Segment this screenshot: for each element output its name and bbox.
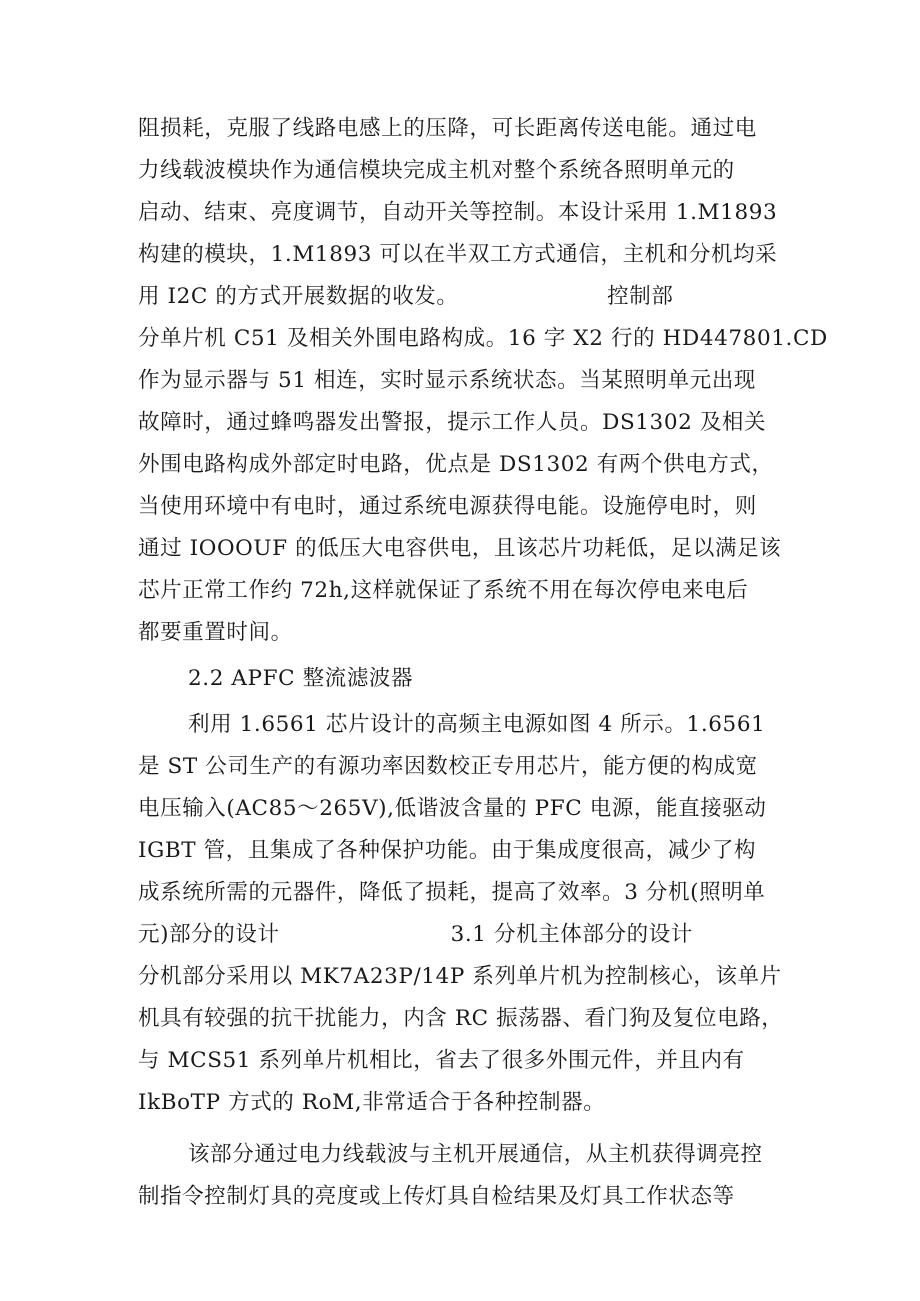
text-line: 分单片机 C51 及相关外围电路构成。16 字 X2 行的 HD447801.CD — [138, 326, 828, 351]
text-line: 机具有较强的抗干扰能力，内含 RC 振荡器、看门狗及复位电路， — [138, 1006, 784, 1031]
text-line: 与 MCS51 系列单片机相比，省去了很多外围元件，并且内有 — [138, 1048, 745, 1073]
text-line: 分机部分采用以 MK7A23P/14P 系列单片机为控制核心，该单片 — [138, 964, 782, 989]
text-line: 芯片正常工作约 72h,这样就保证了系统不用在每次停电来电后 — [138, 578, 749, 603]
text-line: 利用 1.6561 芯片设计的高频主电源如图 4 所示。1.6561 — [188, 712, 766, 737]
text-line: 外围电路构成外部定时电路，优点是 DS1302 有两个供电方式， — [138, 452, 774, 477]
text-line: IGBT 管，且集成了各种保护功能。由于集成度很高，减少了构 — [138, 838, 757, 863]
text-line: 都要重置时间。 — [138, 620, 293, 645]
text-line: 启动、结束、亮度调节，自动开关等控制。本设计采用 1.M1893 — [138, 200, 778, 225]
text-line: 当使用环境中有电时，通过系统电源获得电能。设施停电时，则 — [138, 494, 757, 519]
text-line: 故障时，通过蜂鸣器发出警报，提示工作人员。DS1302 及相关 — [138, 410, 767, 435]
text-line: 元)部分的设计 3.1 分机主体部分的设计 — [138, 922, 693, 947]
text-line: 电压输入(AC85～265V),低谐波含量的 PFC 电源，能直接驱动 — [138, 796, 767, 821]
text-line: 用 I2C 的方式开展数据的收发。 控制部 — [138, 284, 674, 309]
text-line: 制指令控制灯具的亮度或上传灯具自检结果及灯具工作状态等 — [138, 1184, 735, 1209]
text-line: 成系统所需的元器件，降低了损耗，提高了效率。3 分机(照明单 — [138, 880, 766, 905]
section-heading: 2.2 APFC 整流滤波器 — [188, 666, 414, 691]
text-line: 是 ST 公司生产的有源功率因数校正专用芯片，能方便的构成宽 — [138, 754, 758, 779]
text-line: 该部分通过电力线载波与主机开展通信，从主机获得调亮控 — [188, 1142, 763, 1167]
text-line: 力线载波模块作为通信模块完成主机对整个系统各照明单元的 — [138, 158, 735, 183]
text-line: 通过 IOOOUF 的低压大电容供电，且该芯片功耗低，足以满足该 — [138, 536, 782, 561]
text-line: 构建的模块，1.M1893 可以在半双工方式通信，主机和分机均采 — [138, 242, 778, 267]
text-line: 阻损耗，克服了线路电感上的压降，可长距离传送电能。通过电 — [138, 116, 757, 141]
text-line: IkBoTP 方式的 RoM,非常适合于各种控制器。 — [138, 1090, 606, 1115]
text-line: 作为显示器与 51 相连，实时显示系统状态。当某照明单元出现 — [138, 368, 757, 393]
